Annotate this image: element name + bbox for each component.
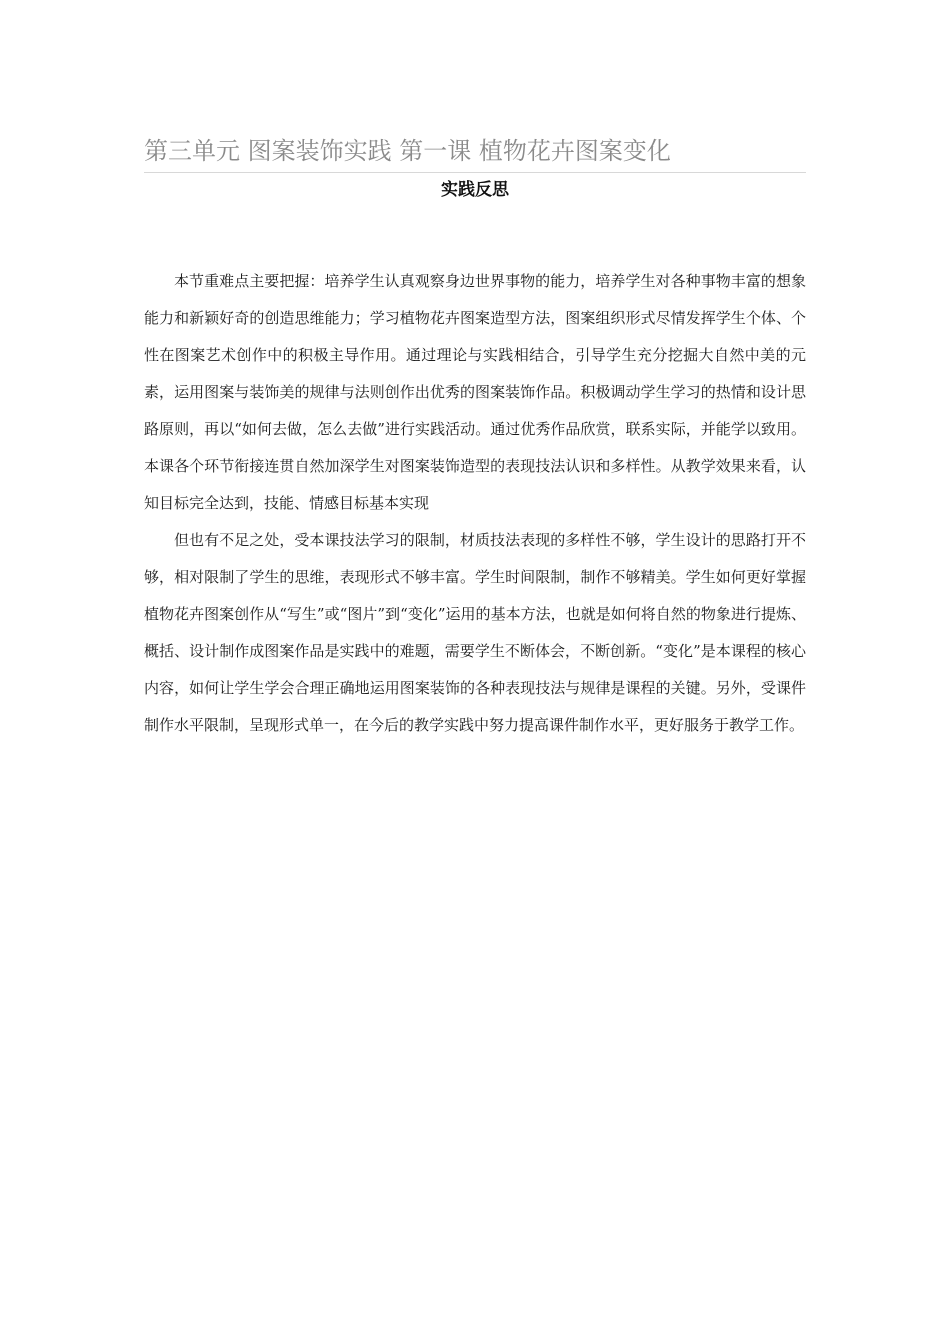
document-page bbox=[144, 134, 806, 744]
paragraph: 但也有不足之处，受本课技法学习的限制，材质技法表现的多样性不够，学生设计的思路打开不够，相对限制了学生的思维，表现形式不够丰富。学生时间限制，制作不够精美。学生如何更好掌握植物花卉图案创作从“写生”或“图片”到“变化”运用的基本方法，也就是如何将自然的物象进行提炼、概括、设计制作成图案作品是实践中的难题，需要学生不断体会，不断创新。“变化”是本课程的核心内容，如何让学生学会合理正确地运用图案装饰的各种表现技法与规律是课程的关键。另外，受课件制作水平限制，呈现形式单一，在今后的教学实践中努力提高课件制作水平，更好服务于教学工作。 bbox=[144, 531, 806, 734]
document-header: 第三单元 图案装饰实践 第一课 植物花卉图案变化 bbox=[144, 137, 671, 165]
body-text bbox=[144, 263, 806, 744]
header-divider bbox=[144, 172, 806, 173]
paragraph: 本节重难点主要把握：培养学生认真观察身边世界事物的能力，培养学生对各种事物丰富的想象能力和新颖好奇的创造思维能力；学习植物花卉图案造型方法，图案组织形式尽情发挥学生个体、个性在图案艺术创作中的积极主导作用。通过理论与实践相结合，引导学生充分挖掘大自然中美的元素，运用图案与装饰美的规律与法则创作出优秀的图案装饰作品。积极调动学生学习的热情和设计思路原则，再以“如何去做，怎么去做”进行实践活动。通过优秀作品欣赏，联系实际，并能学以致用。本课各个环节衔接连贯自然加深学生对图案装饰造型的表现技法认识和多样性。从教学效果来看，认知目标完全达到，技能、情感目标基本实现 bbox=[144, 272, 806, 512]
section-title: 实践反思 bbox=[441, 180, 509, 200]
